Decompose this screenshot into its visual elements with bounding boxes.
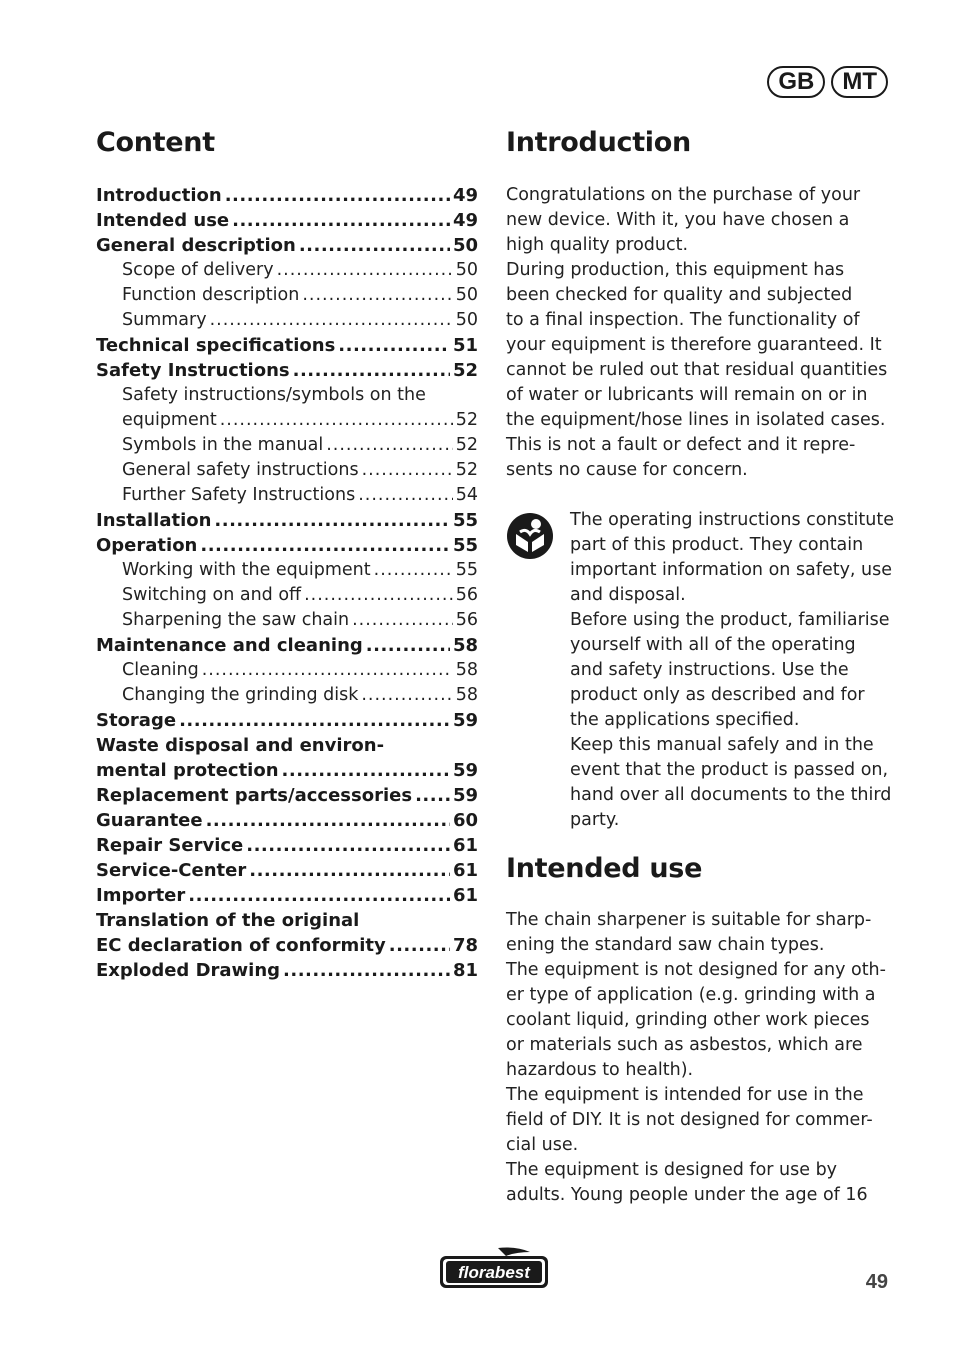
language-badge-gb: GB: [767, 66, 825, 98]
text-line: party.: [570, 810, 620, 830]
toc-entry: [96, 258, 478, 283]
toc-leader-dots: [206, 808, 450, 833]
toc-leader-dots: [200, 533, 450, 558]
toc-leader-dots: [232, 208, 450, 233]
toc-entry: [96, 458, 478, 483]
florabest-logo: [438, 1246, 550, 1290]
toc-entry: [96, 733, 478, 758]
text-line: to a final inspection. The functionality of: [506, 310, 860, 330]
toc-leader-dots: [362, 458, 453, 483]
toc-entry-label: Scope of delivery: [122, 260, 274, 280]
toc-entry-label: EC declaration of conformity: [96, 935, 386, 956]
text-line: event that the product is passed on,: [570, 760, 889, 780]
toc-leader-dots: [293, 358, 450, 383]
toc-entry-page: 55: [452, 535, 478, 556]
text-line: The chain sharpener is suitable for sharp-: [506, 910, 872, 930]
toc-entry-label: Cleaning: [122, 660, 199, 680]
toc-entry-page: 50: [455, 285, 478, 305]
toc-entry-page: 56: [455, 585, 478, 605]
toc-leader-dots: [249, 858, 450, 883]
toc-entry-label: Safety Instructions: [96, 360, 290, 381]
toc-entry-page: 58: [452, 635, 478, 656]
operating-instructions-note: [570, 508, 900, 833]
toc-entry-page: 50: [455, 260, 478, 280]
toc-entry: [96, 883, 478, 908]
text-line: product only as described and for: [570, 685, 865, 705]
toc-entry: [96, 433, 478, 458]
toc-entry-page: 81: [452, 960, 478, 981]
text-line: been checked for quality and subjected: [506, 285, 853, 305]
toc-entry-label: Introduction: [96, 185, 222, 206]
toc-entry: [96, 683, 478, 708]
toc-entry-page: 55: [452, 510, 478, 531]
text-line: The equipment is not designed for any oth-: [506, 960, 886, 980]
text-line: or materials such as asbestos, which are: [506, 1035, 863, 1055]
toc-leader-dots: [358, 483, 453, 508]
language-badges: [767, 66, 888, 98]
toc-leader-dots: [361, 683, 452, 708]
page-number: 49: [865, 1271, 888, 1293]
read-manual-icon: [506, 512, 554, 560]
toc-entry-label: Operation: [96, 535, 198, 556]
toc-leader-dots: [326, 433, 453, 458]
toc-entry: [96, 208, 478, 233]
toc-entry-page: 50: [452, 235, 478, 256]
toc-entry: [96, 808, 478, 833]
toc-entry-page: 59: [452, 710, 478, 731]
text-line: ening the standard saw chain types.: [506, 935, 825, 955]
toc-entry: [96, 783, 478, 808]
toc-entry-page: 58: [455, 660, 478, 680]
toc-leader-dots: [225, 183, 450, 208]
text-line: part of this product. They contain: [570, 535, 864, 555]
toc-entry-label: Repair Service: [96, 835, 244, 856]
toc-entry-page: 52: [455, 460, 478, 480]
toc-leader-dots: [302, 283, 452, 308]
text-line: high quality product.: [506, 235, 689, 255]
toc-entry-page: 54: [455, 485, 478, 505]
toc-entry-label: Guarantee: [96, 810, 203, 831]
toc-entry-label: Changing the grinding disk: [122, 685, 359, 705]
text-line: sents no cause for concern.: [506, 460, 748, 480]
toc-entry-page: 78: [452, 935, 478, 956]
toc-leader-dots: [188, 883, 450, 908]
toc-entry-label: Storage: [96, 710, 177, 731]
toc-leader-dots: [299, 233, 450, 258]
toc-entry-label: Intended use: [96, 210, 230, 231]
toc-leader-dots: [210, 308, 453, 333]
content-heading: Content: [96, 127, 215, 158]
text-line: the applications specified.: [570, 710, 800, 730]
text-line: of water or lubricants will remain on or in: [506, 385, 868, 405]
toc-leader-dots: [374, 558, 453, 583]
toc-entry-label: Installation: [96, 510, 212, 531]
toc-entry-label: General safety instructions: [122, 460, 359, 480]
toc-leader-dots: [282, 758, 450, 783]
toc-leader-dots: [220, 408, 453, 433]
toc-entry-label: General description: [96, 235, 296, 256]
toc-entry: [96, 858, 478, 883]
introduction-heading: Introduction: [506, 127, 691, 158]
text-line: new device. With it, you have chosen a: [506, 210, 850, 230]
toc-entry-page: 61: [452, 860, 478, 881]
text-line: cannot be ruled out that residual quantities: [506, 360, 888, 380]
toc-entry-page: 59: [452, 785, 478, 806]
text-line: Keep this manual safely and in the: [570, 735, 874, 755]
toc-entry: [96, 933, 478, 958]
toc-entry: [96, 233, 478, 258]
toc-leader-dots: [304, 583, 453, 608]
text-line: and disposal.: [570, 585, 686, 605]
text-line: hazardous to health).: [506, 1060, 694, 1080]
intended-use-heading: Intended use: [506, 853, 703, 884]
toc-leader-dots: [415, 783, 450, 808]
toc-entry: [96, 958, 478, 983]
language-badge-mt: MT: [831, 66, 888, 98]
toc-entry: [96, 708, 478, 733]
toc-entry-page: 52: [455, 435, 478, 455]
toc-entry-label: Symbols in the manual: [122, 435, 324, 455]
toc-entry-label: Summary: [122, 310, 207, 330]
toc-entry: [96, 183, 478, 208]
toc-entry: [96, 308, 478, 333]
toc-entry-label: Exploded Drawing: [96, 960, 281, 981]
intended-use-text: [506, 908, 901, 1208]
introduction-text: [506, 183, 901, 483]
toc-entry-label: Replacement parts/accessories: [96, 785, 413, 806]
toc-entry-label: Importer: [96, 885, 186, 906]
toc-leader-dots: [277, 258, 453, 283]
toc-entry: [96, 908, 478, 933]
toc-entry: [96, 608, 478, 633]
logo-text: florabest: [458, 1263, 530, 1282]
text-line: coolant liquid, grinding other work pieces: [506, 1010, 870, 1030]
text-line: Congratulations on the purchase of your: [506, 185, 861, 205]
text-line: The equipment is designed for use by: [506, 1160, 838, 1180]
text-line: hand over all documents to the third: [570, 785, 892, 805]
toc-entry-label: Maintenance and cleaning: [96, 635, 363, 656]
toc-leader-dots: [202, 658, 453, 683]
text-line: and safety instructions. Use the: [570, 660, 849, 680]
table-of-contents: [96, 183, 478, 983]
toc-leader-dots: [246, 833, 450, 858]
text-line: yourself with all of the operating: [570, 635, 856, 655]
toc-leader-dots: [283, 958, 450, 983]
text-line: important information on safety, use: [570, 560, 893, 580]
text-line: field of DIY. It is not designed for commer-: [506, 1110, 873, 1130]
toc-entry-page: 52: [452, 360, 478, 381]
toc-entry: [96, 833, 478, 858]
text-line: er type of application (e.g. grinding with a: [506, 985, 876, 1005]
text-line: adults. Young people under the age of 16: [506, 1185, 868, 1205]
text-line: cial use.: [506, 1135, 579, 1155]
toc-leader-dots: [214, 508, 450, 533]
toc-entry-label: Safety instructions/symbols on the: [122, 385, 426, 405]
toc-leader-dots: [366, 633, 450, 658]
toc-leader-dots: [179, 708, 450, 733]
toc-entry-label: Service-Center: [96, 860, 247, 881]
toc-entry-page: 50: [455, 310, 478, 330]
text-line: The equipment is intended for use in the: [506, 1085, 864, 1105]
toc-entry: [96, 483, 478, 508]
toc-entry-label: Translation of the original: [96, 910, 360, 931]
toc-entry-label: Technical specifications: [96, 335, 336, 356]
toc-entry: [96, 758, 478, 783]
toc-entry-page: 52: [455, 410, 478, 430]
text-line: Before using the product, familiarise: [570, 610, 890, 630]
toc-entry-label: Working with the equipment: [122, 560, 371, 580]
toc-entry: [96, 658, 478, 683]
toc-entry: [96, 633, 478, 658]
toc-entry-page: 61: [452, 885, 478, 906]
toc-entry: [96, 508, 478, 533]
toc-entry: [96, 283, 478, 308]
toc-entry: [96, 583, 478, 608]
toc-entry-page: 51: [452, 335, 478, 356]
toc-entry: [96, 383, 478, 408]
toc-entry-page: 58: [455, 685, 478, 705]
toc-entry-page: 61: [452, 835, 478, 856]
toc-entry-page: 60: [452, 810, 478, 831]
toc-entry-label: Further Safety Instructions: [122, 485, 356, 505]
text-line: During production, this equipment has: [506, 260, 845, 280]
toc-leader-dots: [352, 608, 453, 633]
toc-entry-label: Switching on and off: [122, 585, 302, 605]
toc-entry-label: mental protection: [96, 760, 279, 781]
toc-entry-label: equipment: [122, 410, 217, 430]
toc-entry-page: 49: [452, 185, 478, 206]
toc-entry-label: Sharpening the saw chain: [122, 610, 350, 630]
toc-leader-dots: [338, 333, 450, 358]
toc-entry-label: Function description: [122, 285, 300, 305]
toc-entry-page: 49: [452, 210, 478, 231]
toc-entry-page: 55: [455, 560, 478, 580]
toc-entry: [96, 333, 478, 358]
toc-entry: [96, 533, 478, 558]
toc-entry-page: 59: [452, 760, 478, 781]
toc-entry: [96, 408, 478, 433]
toc-entry-label: Waste disposal and environ-: [96, 735, 385, 756]
toc-entry: [96, 558, 478, 583]
text-line: The operating instructions constitute: [570, 510, 894, 530]
text-line: your equipment is therefore guaranteed. It: [506, 335, 882, 355]
text-line: This is not a fault or defect and it repre-: [506, 435, 856, 455]
text-line: the equipment/hose lines in isolated cases.: [506, 410, 886, 430]
toc-entry-page: 56: [455, 610, 478, 630]
toc-entry: [96, 358, 478, 383]
toc-leader-dots: [389, 933, 450, 958]
